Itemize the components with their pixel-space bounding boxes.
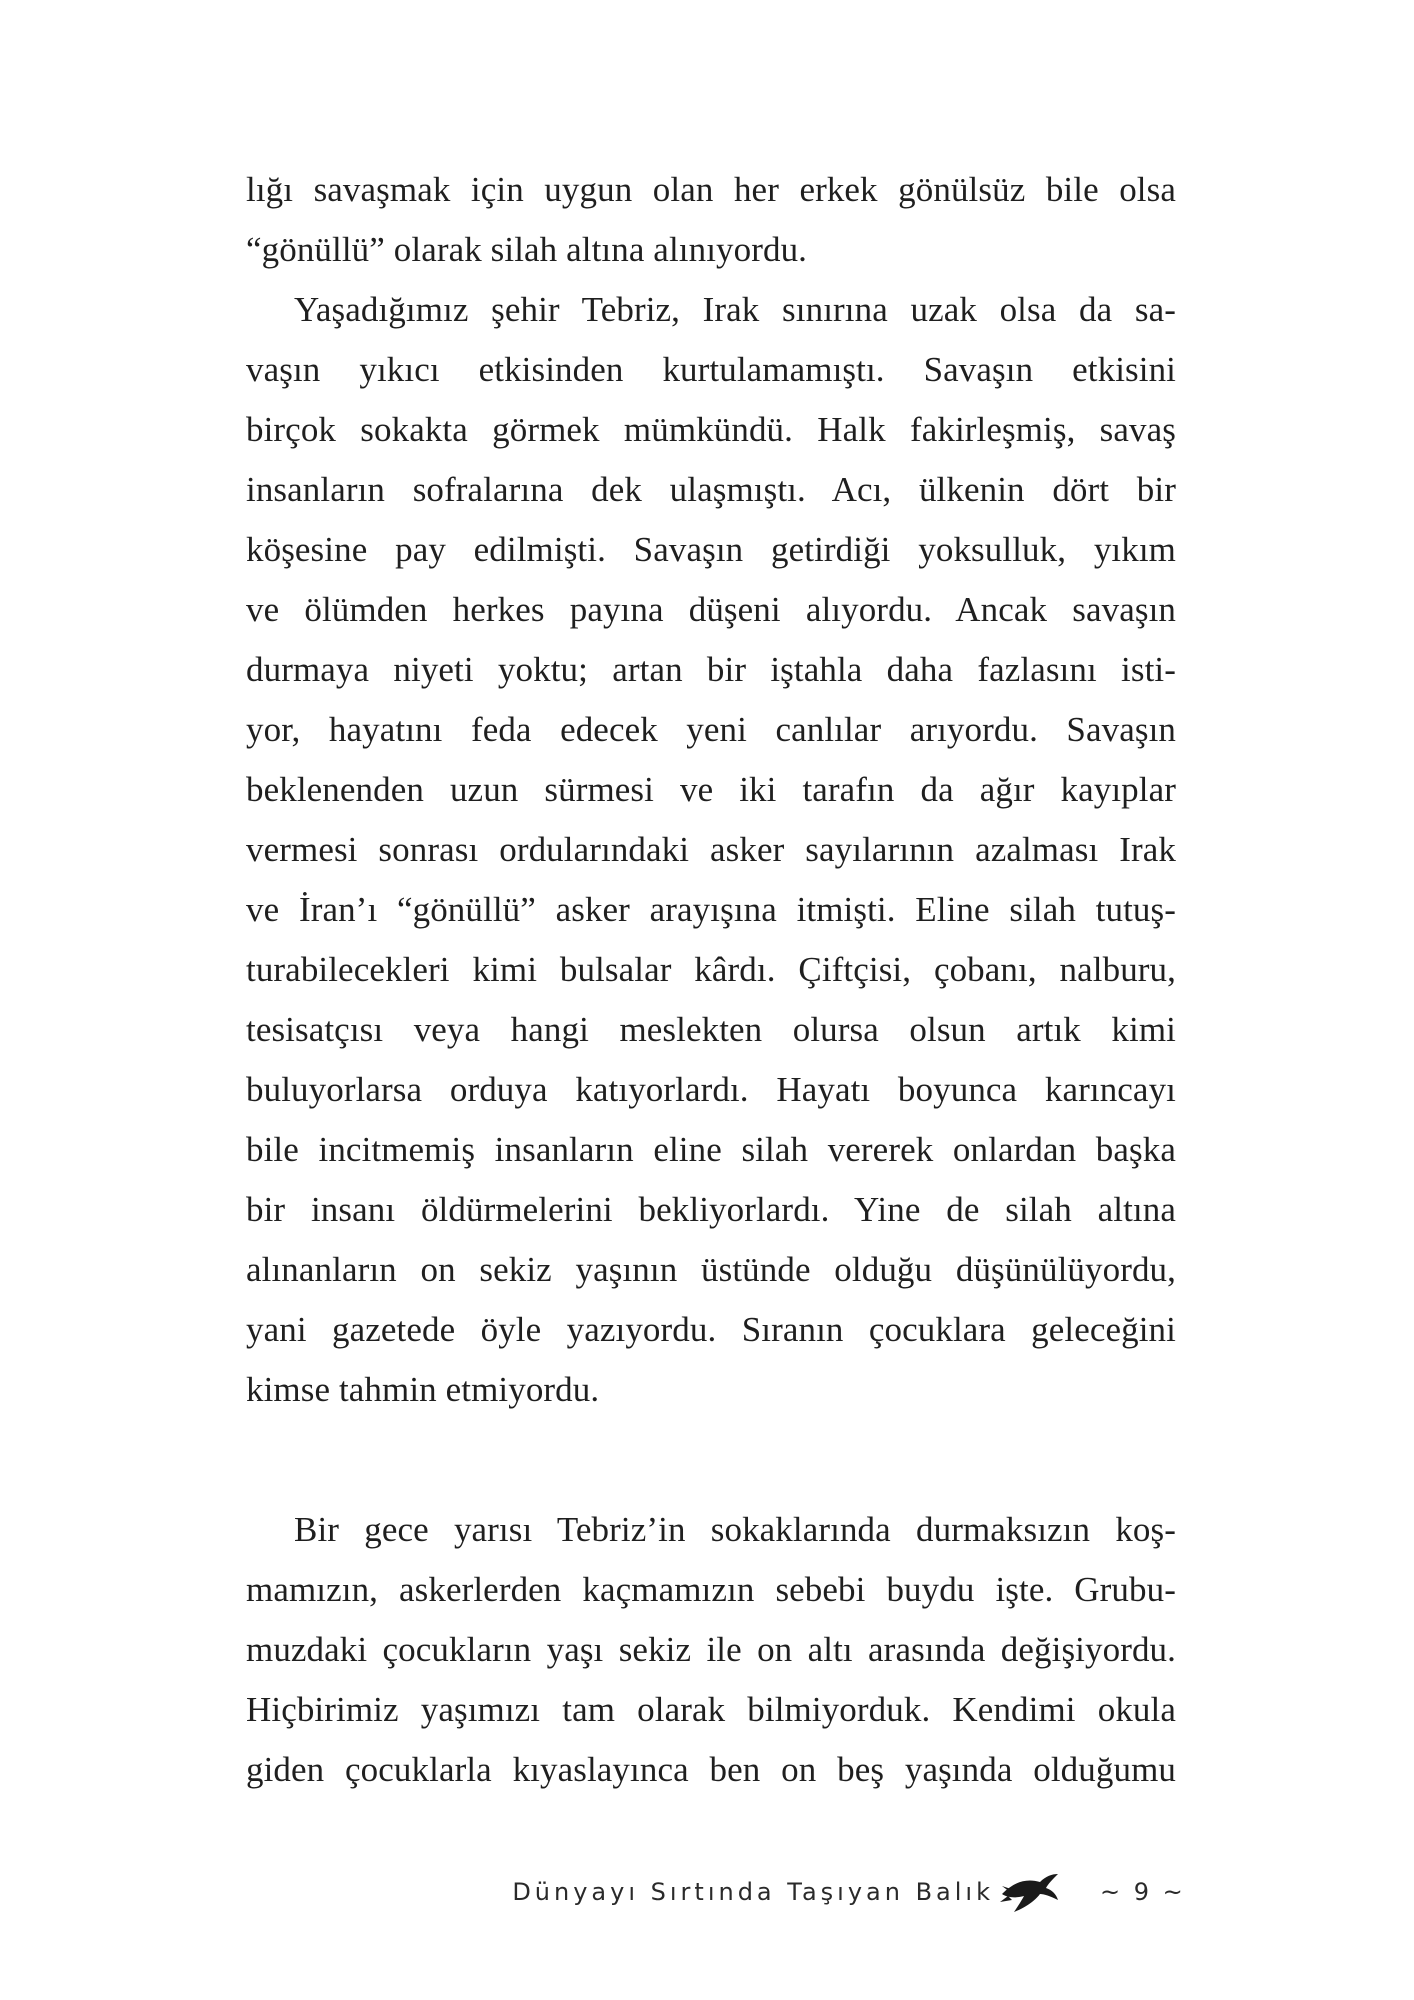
text-line: tesisatçısı veya hangi meslekten olursa olsun artık kimi	[246, 1010, 1176, 1049]
text-line: vermesi sonrası ordularındaki asker sayılarının azalması Irak	[246, 830, 1176, 869]
text-line: lığı savaşmak için uygun olan her erkek gönülsüz bile olsa	[246, 170, 1176, 209]
text-line: mamızın, askerlerden kaçmamızın sebebi buydu işte. Grubu-	[246, 1570, 1176, 1609]
text-line: giden çocuklarla kıyaslayınca ben on beş yaşında olduğumu	[246, 1750, 1176, 1789]
text-line: birçok sokakta görmek mümkündü. Halk fakirleşmiş, savaş	[246, 410, 1176, 449]
text-line: bir insanı öldürmelerini bekliyorlardı. Yine de silah altına	[246, 1190, 1176, 1229]
text-line: “gönüllü” olarak silah altına alınıyordu.	[246, 230, 808, 269]
text-line: yor, hayatını feda edecek yeni canlılar arıyordu. Savaşın	[246, 710, 1176, 749]
book-title: Dünyayı Sırtında Taşıyan Balık	[512, 1878, 994, 1906]
text-line: turabilecekleri kimi bulsalar kârdı. Çiftçisi, çobanı, nalburu,	[246, 950, 1176, 989]
page-number: ~ 9 ~	[1100, 1878, 1186, 1906]
swallow-bird-icon	[1000, 1872, 1060, 1914]
text-line: buluyorlarsa orduya katıyorlardı. Hayatı boyunca karıncayı	[246, 1070, 1176, 1109]
text-line: kimse tahmin etmiyordu.	[246, 1370, 600, 1409]
text-line: bile incitmemiş insanların eline silah vererek onlardan başka	[246, 1130, 1176, 1169]
paragraph-night-run	[246, 1500, 1176, 1800]
text-line: beklenenden uzun sürmesi ve iki tarafın da ağır kayıplar	[246, 770, 1176, 809]
text-line: alınanların on sekiz yaşının üstünde olduğu düşünülüyordu,	[246, 1250, 1176, 1289]
running-footer	[0, 1868, 1414, 1916]
text-line: vaşın yıkıcı etkisinden kurtulamamıştı. Savaşın etkisini	[246, 350, 1176, 389]
text-line: yani gazetede öyle yazıyordu. Sıranın çocuklara geleceğini	[246, 1310, 1176, 1349]
text-line: Bir gece yarısı Tebriz’in sokaklarında durmaksızın koş-	[294, 1510, 1176, 1549]
text-line: Yaşadığımız şehir Tebriz, Irak sınırına uzak olsa da sa-	[294, 290, 1176, 329]
text-line: muzdaki çocukların yaşı sekiz ile on altı arasında değişiyordu.	[246, 1630, 1176, 1669]
text-line: ve ölümden herkes payına düşeni alıyordu. Ancak savaşın	[246, 590, 1176, 629]
paragraph-tebriz	[246, 280, 1176, 1420]
text-line: ve İran’ı “gönüllü” asker arayışına itmişti. Eline silah tutuş-	[246, 890, 1176, 929]
text-line: insanların sofralarına dek ulaşmıştı. Acı, ülkenin dört bir	[246, 470, 1176, 509]
text-line: Hiçbirimiz yaşımızı tam olarak bilmiyorduk. Kendimi okula	[246, 1690, 1176, 1729]
text-line: köşesine pay edilmişti. Savaşın getirdiği yoksulluk, yıkım	[246, 530, 1176, 569]
text-line: durmaya niyeti yoktu; artan bir iştahla daha fazlasını isti-	[246, 650, 1176, 689]
paragraph-continuation	[246, 160, 1176, 280]
